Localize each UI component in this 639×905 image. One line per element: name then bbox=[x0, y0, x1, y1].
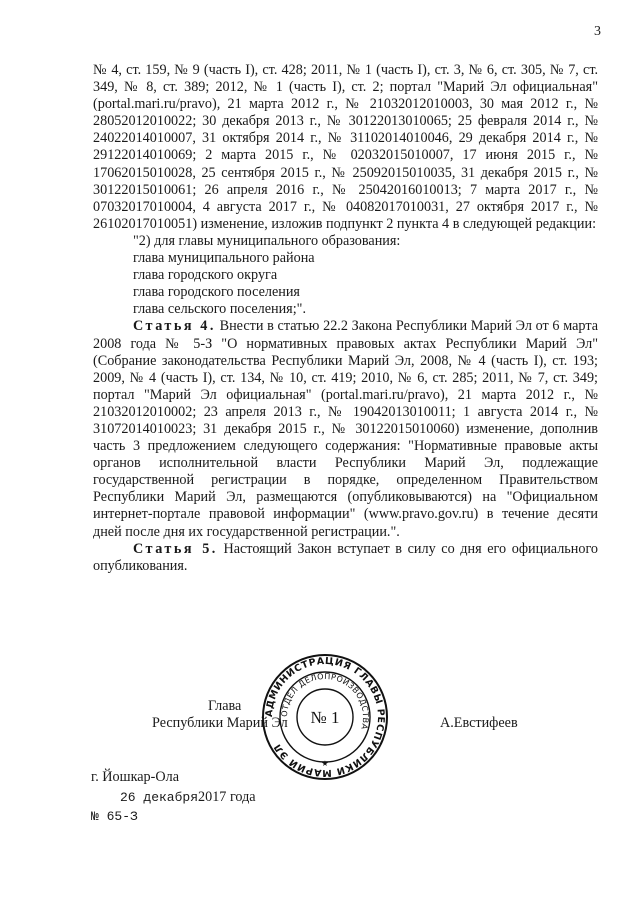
signature-name: А.Евстифеев bbox=[440, 715, 518, 731]
signature-title-line2: Республики Марий Эл bbox=[152, 715, 288, 731]
article-5 bbox=[93, 541, 598, 575]
seal-star-icon: ★ bbox=[321, 759, 329, 768]
quote-line-5: глава сельского поселения;". bbox=[133, 301, 306, 318]
seal-center-number: № 1 bbox=[310, 708, 340, 727]
date-day-month: 26 декабря bbox=[120, 790, 199, 805]
article-4-text: Внести в статью 22.2 Закона Республики Марий Эл от 6 марта 2008 года № 5-З "О нормативных правовых актах Республики Марий Эл" (Собрание законодательства Республики Марий Эл, 2008, № 4 (часть I), ст. 193; 2009, № 4 (часть I), ст. 134, № 10, ст. 419; 2010, № 6, ст. 285; 2011, № 7, ст. 349; портал "Марий Эл официальная" (portal.mari.ru/pravo), 21 марта 2012 г., № 21032012010002; 23 апреля 2013 г., № 19042013010011; 1 августа 2014 г., № 31072014010023; 31 декабря 2015 г., № 30122015010060) изменение, дополнив часть 3 предложением следующего содержания: "Нормативные правовые акты органов исполнительной власти Республики Марий Эл, подлежащие государственной регистрации в порядке, определенном Правительством Республики Марий Эл, размещаются (опубликовываются) на "Официальном интернет-портале правовой информации" (www.pravo.gov.ru) в течение десяти дней после дня их государственной регистрации.". bbox=[93, 318, 598, 540]
article-5-label: Статья 5. bbox=[133, 540, 218, 557]
document-body bbox=[93, 62, 598, 575]
quote-line-1: "2) для главы муниципального образования: bbox=[133, 232, 401, 249]
article-5-text: Настоящий Закон вступает в силу со дня его официального опубликования. bbox=[93, 540, 599, 574]
quote-line-4: глава городского поселения bbox=[133, 284, 300, 301]
page-number: 3 bbox=[594, 24, 601, 39]
article-4-label: Статья 4. bbox=[133, 318, 216, 335]
seal-outer-text: АДМИНИСТРАЦИЯ ГЛАВЫ РЕСПУБЛИКИ МАРИЙ ЭЛ bbox=[263, 655, 387, 779]
signing-date bbox=[120, 789, 256, 806]
quote-line-2: глава муниципального района bbox=[133, 250, 315, 267]
paragraph-1: № 4, ст. 159, № 9 (часть I), ст. 428; 2011, № 1 (часть I), ст. 3, № 6, ст. 305, № 7, ст. 349, № 8, ст. 389; 2012, № 1 (часть I), ст. 2; портал "Марий Эл официальная" (portal.mari.ru/pravo), 21 марта 2012 г., № 21032012010003, 30 мая 2012 г., № 28052012010022; 30 декабря 2013 г., № 30122013010065; 25 февраля 2014 г., № 24022014010007, 31 октября 2014 г., № 31102014010046, 29 декабря 2014 г., № 29122014010069; 2 марта 2015 г., № 02032015010007, 17 июня 2015 г., № 17062015010028, 25 сентября 2015 г., № 25092015010035, 31 декабря 2015 г., № 30122015010061; 26 апреля 2016 г., № 25042016010013; 7 марта 2017 г., № 07032017010004, 4 августа 2017 г., № 04082017010031, 27 октября 2017 г., № 26102017010051) изменение, изложив подпункт 2 пункта 4 в следующей редакции: bbox=[93, 62, 598, 232]
article-4 bbox=[93, 318, 598, 540]
signature-title-line1: Глава bbox=[208, 698, 242, 714]
seal-inner-text: ОТДЕЛ ДЕЛОПРОИЗВОДСТВА bbox=[279, 671, 371, 731]
law-number: № 65-З bbox=[91, 809, 138, 824]
date-year: 2017 года bbox=[198, 789, 256, 805]
official-seal bbox=[260, 652, 390, 782]
quote-line-3: глава городского округа bbox=[133, 267, 278, 284]
place-of-signing: г. Йошкар-Ола bbox=[91, 769, 179, 785]
